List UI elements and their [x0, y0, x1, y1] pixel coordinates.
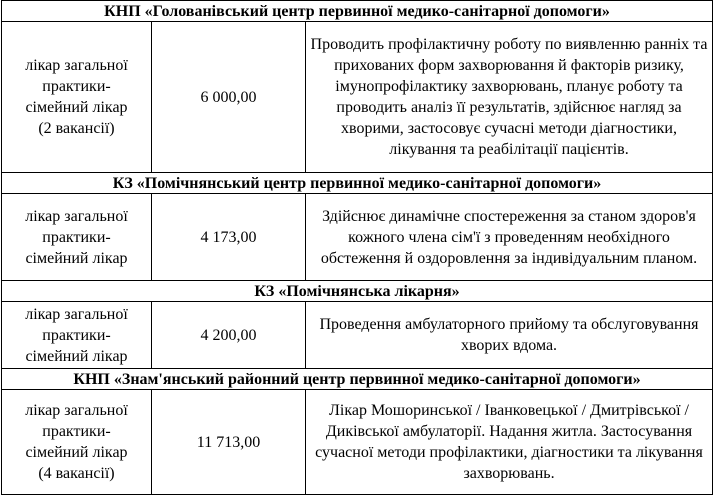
position-line: (4 вакансії): [38, 465, 115, 482]
position-line: практики-: [42, 326, 111, 344]
org-header-row: [2, 1, 713, 22]
org-name: КНП «Голованівський центр первинної медико-санітарної допомоги»: [2, 1, 713, 22]
position-cell: [2, 22, 152, 173]
org-header-row: [2, 173, 713, 194]
org-name: КНП «Знам'янський районний центр первинної медико-санітарної допомоги»: [2, 369, 713, 390]
position-cell: [2, 390, 152, 495]
duties-cell: Проводить профілактичну роботу по виявленню ранніх та прихованих форм захворювання й факторів ризику, імунопрофілактику захворювань, планує роботу та проводить аналіз її результатів, здійснює нагляд за хворими, застосовує сучасні методи діагностики, лікування та реабілітації пацієнтів.: [306, 22, 713, 173]
vacancy-row: [2, 194, 713, 281]
duties-cell: Проведення амбулаторного прийому та обслуговування хворих вдома.: [306, 302, 713, 369]
salary-cell: 4 200,00: [152, 302, 306, 369]
vacancy-row: [2, 302, 713, 369]
salary-cell: 4 173,00: [152, 194, 306, 281]
position-line: сімейний лікар: [25, 99, 128, 116]
vacancy-row: [2, 390, 713, 495]
vacancy-row: [2, 22, 713, 173]
position-line: сімейний лікар: [25, 347, 128, 365]
vacancy-table: [1, 0, 713, 495]
position-cell: [2, 194, 152, 281]
org-header-row: [2, 281, 713, 302]
position-line: лікар загальної: [25, 402, 128, 419]
org-name: КЗ «Помічнянська лікарня»: [2, 281, 713, 302]
position-line: лікар загальної: [25, 207, 128, 225]
position-line: практики-: [42, 228, 111, 246]
org-name: КЗ «Помічнянський центр первинної медико-санітарної допомоги»: [2, 173, 713, 194]
position-line: сімейний лікар: [25, 444, 128, 461]
position-line: практики-: [42, 423, 111, 440]
duties-cell: Лікар Мошоринської / Іванковецької / Дмитрівської / Диківської амбулаторії. Надання житла. Застосування сучасної методи профілактики, діагностики та лікування захворювань.: [306, 390, 713, 495]
org-header-row: [2, 369, 713, 390]
position-line: (2 вакансії): [38, 120, 115, 137]
position-line: практики-: [42, 78, 111, 95]
position-cell: [2, 302, 152, 369]
position-line: лікар загальної: [25, 305, 128, 323]
salary-cell: 11 713,00: [152, 390, 306, 495]
duties-cell: Здійснює динамічне спостереження за станом здоров'я кожного члена сім'ї з проведенням необхідного обстеження й оздоровлення за індивідуальним планом.: [306, 194, 713, 281]
salary-cell: 6 000,00: [152, 22, 306, 173]
position-line: сімейний лікар: [25, 249, 128, 267]
position-line: лікар загальної: [25, 57, 128, 74]
